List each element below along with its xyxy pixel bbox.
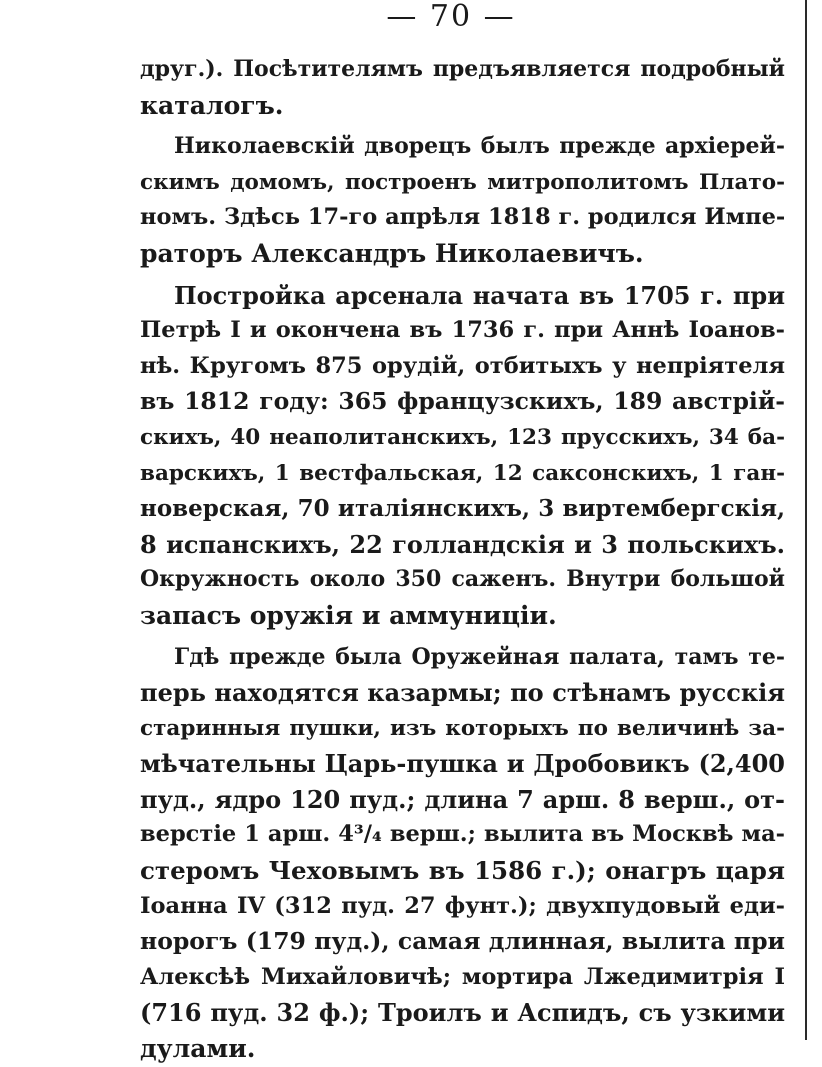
text-line: 8 испанскихъ, 22 голландскія и 3 польскихъ. [140, 529, 785, 559]
text-line: раторъ Александръ Николаевичъ. [140, 238, 644, 268]
page-number: — 70 — [386, 0, 516, 34]
text-line: друг.). Посѣтителямъ предъявляется подробный [140, 56, 785, 82]
text-line: Алексѣѣ Михайловичѣ; мортира Лжедимитрія I [140, 963, 785, 990]
text-line: Іоанна IV (312 пуд. 27 фунт.); двухпудовый еди- [140, 892, 785, 919]
text-line: норогъ (179 пуд.), самая длинная, вылита при [140, 927, 785, 956]
page-body-text [140, 52, 785, 1067]
text-line: пуд., ядро 120 пуд.; длина 7 арш. 8 верш., от- [140, 784, 785, 814]
text-line: нѣ. Кругомъ 875 орудій, отбитыхъ у непріятеля [140, 352, 785, 379]
text-line: Окружность около 350 саженъ. Внутри большой [140, 566, 785, 593]
text-line: Петрѣ I и окончена въ 1736 г. при Аннѣ Іоанов- [140, 317, 785, 344]
text-line: номъ. Здѣсь 17-го апрѣля 1818 г. родился Импе- [140, 204, 786, 231]
text-line: Николаевскій дворецъ былъ прежде архіерей- [174, 133, 785, 160]
text-line: Гдѣ прежде была Оружейная палата, тамъ те- [174, 643, 785, 670]
text-line: въ 1812 году: 365 французскихъ, 189 австрій- [140, 387, 785, 416]
text-line: мѣчательны Царь-пушка и Дробовикъ (2,400 [140, 749, 785, 779]
text-line: скихъ, 40 неаполитанскихъ, 123 прусскихъ, 34 ба- [140, 424, 785, 450]
text-line: старинныя пушки, изъ которыхъ по величинѣ за- [140, 715, 785, 741]
text-line: дулами. [140, 1034, 256, 1064]
text-line: верстіе 1 арш. 4³/₄ верш.; вылита въ Москвѣ ма- [140, 821, 785, 848]
text-line: перь находятся казармы; по стѣнамъ русскія [140, 678, 785, 708]
text-line: (716 пуд. 32 ф.); Троилъ и Аспидъ, съ узкими [140, 998, 785, 1028]
text-line: каталогъ. [140, 90, 284, 120]
text-line: Постройка арсенала начата въ 1705 г. при [174, 280, 785, 310]
text-line: варскихъ, 1 вестфальская, 12 саксонскихъ, 1 ган- [140, 460, 785, 486]
page-edge-divider [805, 0, 807, 1040]
text-line: скимъ домомъ, построенъ митрополитомъ Плато- [140, 169, 785, 195]
text-line: новерская, 70 италіянскихъ, 3 виртембергскія, [140, 495, 785, 523]
text-line: запасъ оружія и аммуниціи. [140, 600, 557, 630]
text-line: стеромъ Чеховымъ въ 1586 г.); онагръ царя [140, 856, 785, 886]
